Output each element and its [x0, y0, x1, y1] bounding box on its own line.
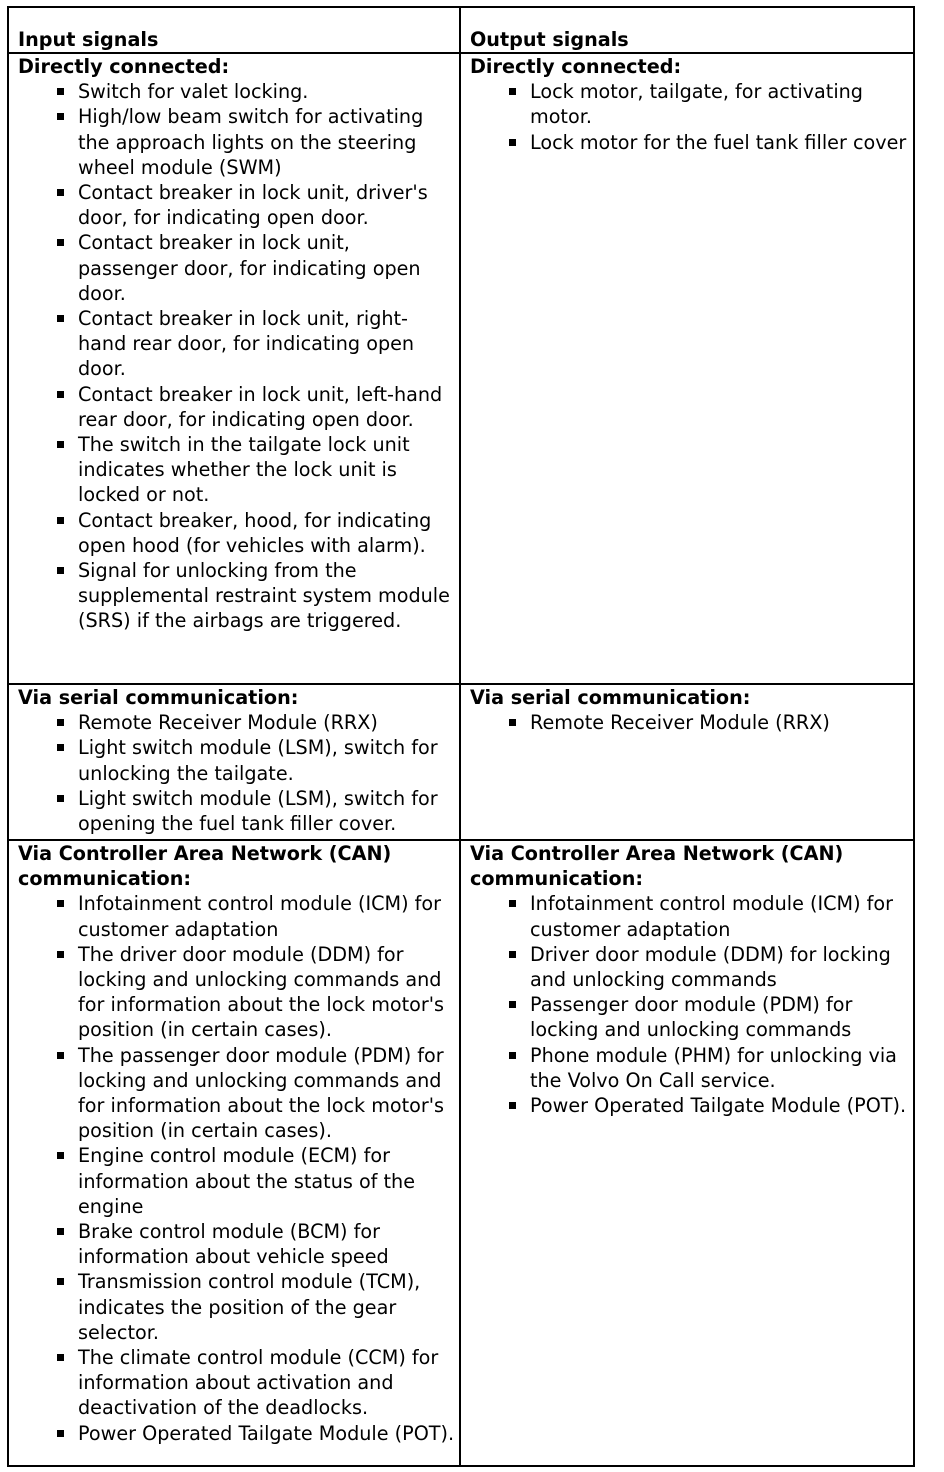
list-item: Light switch module (LSM), switch for opening the fuel tank filler cover. [78, 786, 459, 836]
list-item: Passenger door module (PDM) for locking and unlocking commands [530, 992, 913, 1042]
serial-output-title: Via serial communication: [470, 686, 751, 709]
direct-output-title: Directly connected: [470, 55, 682, 78]
signals-table [7, 6, 915, 1467]
serial-communication-row [8, 684, 914, 840]
output-signals-header: Output signals [460, 7, 914, 53]
serial-output-cell [460, 684, 914, 840]
direct-input-cell [8, 53, 460, 684]
list-item: Engine control module (ECM) for information about the status of the engine [78, 1143, 459, 1219]
list-item: High/low beam switch for activating the approach lights on the steering wheel module (SWM) [78, 104, 459, 180]
list-item: Remote Receiver Module (RRX) [78, 710, 459, 735]
input-signals-header: Input signals [8, 7, 460, 53]
list-item: Contact breaker in lock unit, driver's door, for indicating open door. [78, 180, 459, 230]
list-item: Remote Receiver Module (RRX) [530, 710, 913, 735]
list-item: The switch in the tailgate lock unit indicates whether the lock unit is locked or not. [78, 432, 459, 508]
direct-output-cell [460, 53, 914, 684]
header-row [8, 7, 914, 53]
can-input-cell [8, 840, 460, 1466]
direct-input-title: Directly connected: [18, 55, 230, 78]
serial-input-title: Via serial communication: [18, 686, 299, 709]
can-output-title: Via Controller Area Network (CAN) communication: [470, 842, 844, 891]
list-item: Contact breaker in lock unit, right-hand rear door, for indicating open door. [78, 306, 459, 382]
direct-input-list [18, 79, 459, 633]
list-item: Brake control module (BCM) for information about vehicle speed [78, 1219, 459, 1269]
can-output-list [470, 891, 913, 1118]
list-item: Signal for unlocking from the supplemental restraint system module (SRS) if the airbags are triggered. [78, 558, 459, 634]
list-item: Contact breaker, hood, for indicating open hood (for vehicles with alarm). [78, 508, 459, 558]
list-item: Contact breaker in lock unit, passenger door, for indicating open door. [78, 230, 459, 306]
serial-output-list [470, 710, 913, 735]
list-item: Infotainment control module (ICM) for customer adaptation [78, 891, 459, 941]
can-communication-row [8, 840, 914, 1466]
list-item: Lock motor, tailgate, for activating motor. [530, 79, 913, 129]
list-item: Contact breaker in lock unit, left-hand rear door, for indicating open door. [78, 382, 459, 432]
list-item: Infotainment control module (ICM) for customer adaptation [530, 891, 913, 941]
can-input-title: Via Controller Area Network (CAN) communication: [18, 842, 392, 891]
list-item: Phone module (PHM) for unlocking via the Volvo On Call service. [530, 1043, 913, 1093]
list-item: The driver door module (DDM) for locking and unlocking commands and for information about the lock motor's position (in certain cases). [78, 942, 459, 1043]
list-item: Light switch module (LSM), switch for unlocking the tailgate. [78, 735, 459, 785]
can-output-cell [460, 840, 914, 1466]
serial-input-cell [8, 684, 460, 840]
list-item: Power Operated Tailgate Module (POT). [530, 1093, 913, 1118]
list-item: Lock motor for the fuel tank filler cover [530, 130, 913, 155]
list-item: The passenger door module (PDM) for locking and unlocking commands and for information about the lock motor's position (in certain cases). [78, 1043, 459, 1144]
direct-output-list [470, 79, 913, 155]
list-item: Power Operated Tailgate Module (POT). [78, 1421, 459, 1446]
list-item: Driver door module (DDM) for locking and unlocking commands [530, 942, 913, 992]
serial-input-list [18, 710, 459, 836]
can-input-list [18, 891, 459, 1445]
list-item: Transmission control module (TCM), indicates the position of the gear selector. [78, 1269, 459, 1345]
list-item: Switch for valet locking. [78, 79, 459, 104]
directly-connected-row [8, 53, 914, 684]
list-item: The climate control module (CCM) for information about activation and deactivation of the deadlocks. [78, 1345, 459, 1421]
